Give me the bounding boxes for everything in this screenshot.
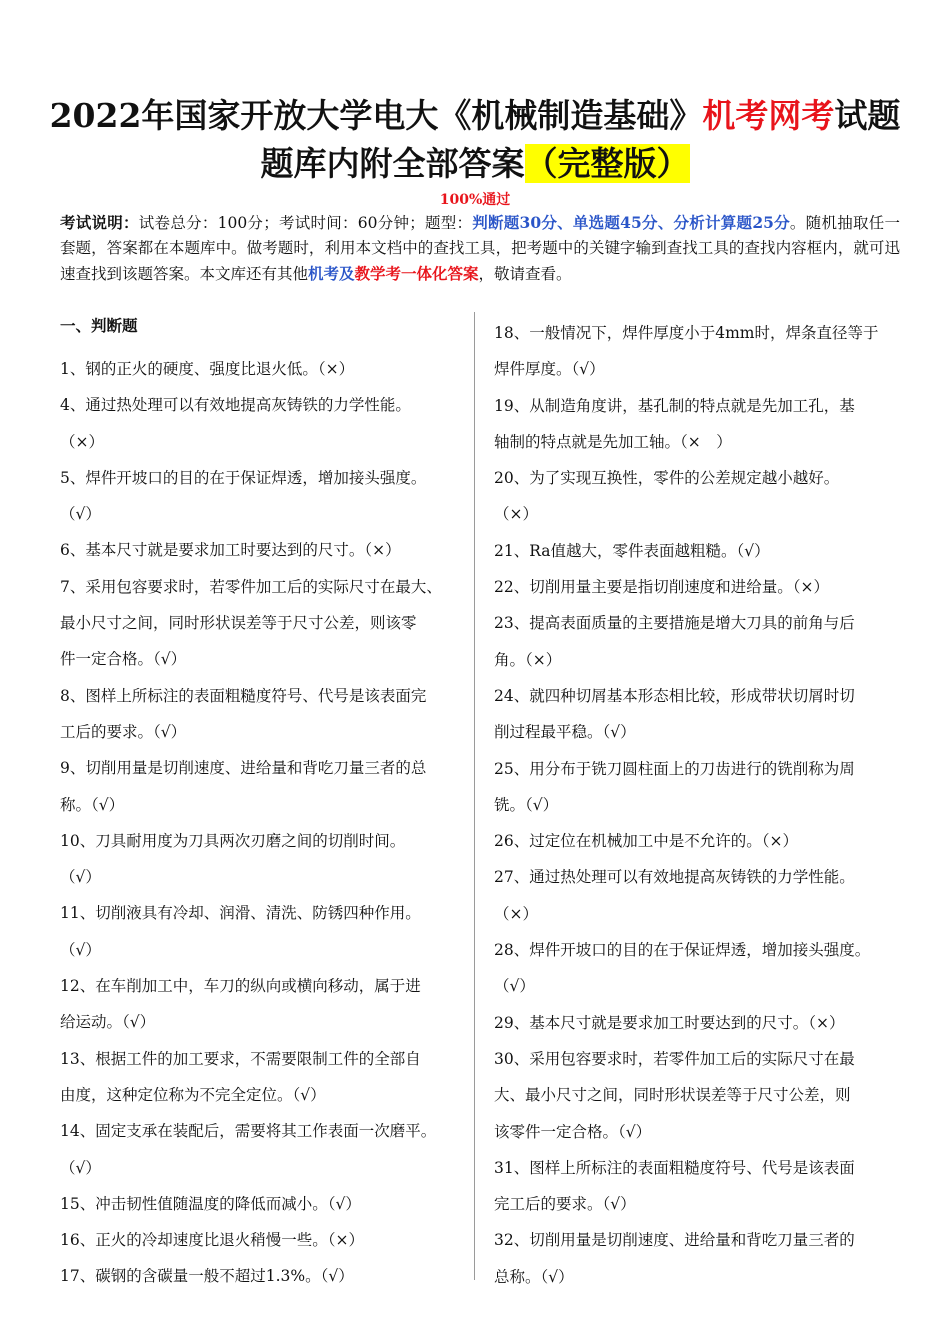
exam-note-link-2[interactable]: 教学考一体化答案	[354, 264, 479, 283]
question-line: 21、Ra值越大，零件表面越粗糙。（√）	[494, 541, 770, 560]
question-line: 件一定合格。（√）	[60, 650, 187, 669]
question-line: 14、固定支承在装配后，需要将其工作表面一次磨平。	[60, 1122, 437, 1141]
page-title-line-1	[0, 93, 950, 139]
question-line: 24、就四种切屑基本形态相比较，形成带状切屑时切	[494, 686, 855, 705]
question-line: 10、刀具耐用度为刀具两次刃磨之间的切削时间。	[60, 831, 406, 850]
question-line: 29、基本尺寸就是要求加工时要达到的尺寸。（×）	[494, 1013, 845, 1032]
title-highlight-yellow: （完整版）	[524, 144, 690, 183]
question-line: 角。（×）	[494, 650, 562, 669]
question-line: 12、在车削加工中，车刀的纵向或横向移动，属于进	[60, 977, 421, 996]
question-line: 9、切削用量是切削速度、进给量和背吃刀量三者的总	[60, 759, 427, 778]
question-line: （√）	[60, 868, 101, 887]
question-line: 13、根据工件的加工要求，不需要限制工件的全部自	[60, 1049, 421, 1068]
question-line: （√）	[60, 940, 101, 959]
question-line: （×）	[494, 505, 538, 524]
question-line: 28、焊件开坡口的目的在于保证焊透，增加接头强度。	[494, 941, 871, 960]
question-line: 25、用分布于铣刀圆柱面上的刀齿进行的铣削称为周	[494, 759, 855, 778]
question-line: 11、切削液具有冷却、润滑、清洗、防锈四种作用。	[60, 904, 421, 923]
question-line: 该零件一定合格。（√）	[494, 1122, 652, 1141]
question-line: （√）	[60, 1158, 101, 1177]
question-line: 17、碳钢的含碳量一般不超过1.3%。（√）	[60, 1267, 354, 1286]
question-line: 18、一般情况下，焊件厚度小于4mm时，焊条直径等于	[494, 324, 879, 342]
question-line: 5、焊件开坡口的目的在于保证焊透，增加接头强度。	[60, 468, 427, 487]
title-highlight-red: 机考网考	[702, 96, 835, 135]
question-line: 26、过定位在机械加工中是不允许的。（×）	[494, 832, 798, 851]
exam-note-text-3: ，敬请查看。	[478, 265, 572, 283]
question-line: 20、为了实现互换性，零件的公差规定越小越好。	[494, 469, 840, 488]
exam-note-link-1[interactable]: 机考及	[308, 264, 355, 283]
question-line: 完工后的要求。（√）	[494, 1195, 636, 1214]
column-divider	[474, 312, 475, 1280]
question-line: 7、采用包容要求时，若零件加工后的实际尺寸在最大、	[60, 577, 442, 596]
question-line: 总称。（√）	[494, 1267, 574, 1286]
question-line: 铣。（√）	[494, 795, 559, 814]
exam-note-text-2: 。随机抽取任一套题，答案都在本题库中。做考题时，利用本文档中的查找工具，把考题中的关键字输到查找工具的查找内容框内，就可迅速查找到该题答案。本文库还有其他	[60, 214, 900, 283]
question-line: 27、通过热处理可以有效地提高灰铸铁的力学性能。	[494, 868, 855, 887]
question-line: 16、正火的冷却速度比退火稍慢一些。（×）	[60, 1231, 364, 1250]
section-title: 一、判断题	[60, 316, 138, 335]
exam-note	[60, 210, 900, 287]
left-column	[60, 315, 460, 1295]
question-line: 削过程最平稳。（√）	[494, 723, 636, 742]
question-line: 31、图样上所标注的表面粗糙度符号、代号是该表面	[494, 1158, 855, 1177]
question-line: 32、切削用量是切削速度、进给量和背吃刀量三者的	[494, 1231, 855, 1250]
question-line: 4、通过热处理可以有效地提高灰铸铁的力学性能。	[60, 396, 411, 415]
question-line: 给运动。（√）	[60, 1013, 156, 1032]
question-line: 22、切削用量主要是指切削速度和进给量。（×）	[494, 578, 829, 597]
question-line: 由度，这种定位称为不完全定位。（√）	[60, 1085, 326, 1104]
question-line: 15、冲击韧性值随温度的降低而减小。（√）	[60, 1194, 361, 1213]
question-line: 焊件厚度。（√）	[494, 360, 605, 379]
question-line: 轴制的特点就是先加工轴。（× ）	[494, 432, 732, 451]
pass-label: 100%通过	[439, 192, 511, 208]
question-line: 工后的要求。（√）	[60, 722, 187, 741]
question-line: （×）	[60, 432, 104, 451]
question-line: 1、钢的正火的硬度、强度比退火低。（×）	[60, 360, 355, 378]
question-line: 19、从制造角度讲，基孔制的特点就是先加工孔，基	[494, 396, 855, 415]
question-line: 称。（√）	[60, 795, 125, 814]
question-line: 大、最小尺寸之间，同时形状误差等于尺寸公差，则	[494, 1086, 851, 1105]
question-line: （√）	[494, 977, 535, 996]
exam-note-types: 判断题30分、单选题45分、分析计算题25分	[472, 213, 790, 232]
right-column	[494, 315, 894, 1295]
question-line: （×）	[494, 904, 538, 923]
question-line: 6、基本尺寸就是要求加工时要达到的尺寸。（×）	[60, 541, 401, 560]
page-title-line-2	[0, 141, 950, 187]
question-line: 30、采用包容要求时，若零件加工后的实际尺寸在最	[494, 1049, 855, 1068]
title-part-3: 试题	[834, 96, 901, 135]
question-line: 23、提高表面质量的主要措施是增大刀具的前角与后	[494, 614, 855, 633]
title-part-1: 2022年国家开放大学电大《机械制造基础》	[49, 96, 703, 135]
question-line: 最小尺寸之间，同时形状误差等于尺寸公差，则该零	[60, 614, 417, 633]
question-line: 8、图样上所标注的表面粗糙度符号、代号是该表面完	[60, 686, 427, 705]
title-line2-part-1: 题库内附全部答案	[260, 144, 525, 183]
exam-note-text-1: 试卷总分：100分；考试时间：60分钟；题型：	[138, 214, 473, 232]
question-line: （√）	[60, 505, 101, 524]
exam-note-label: 考试说明：	[60, 213, 139, 232]
